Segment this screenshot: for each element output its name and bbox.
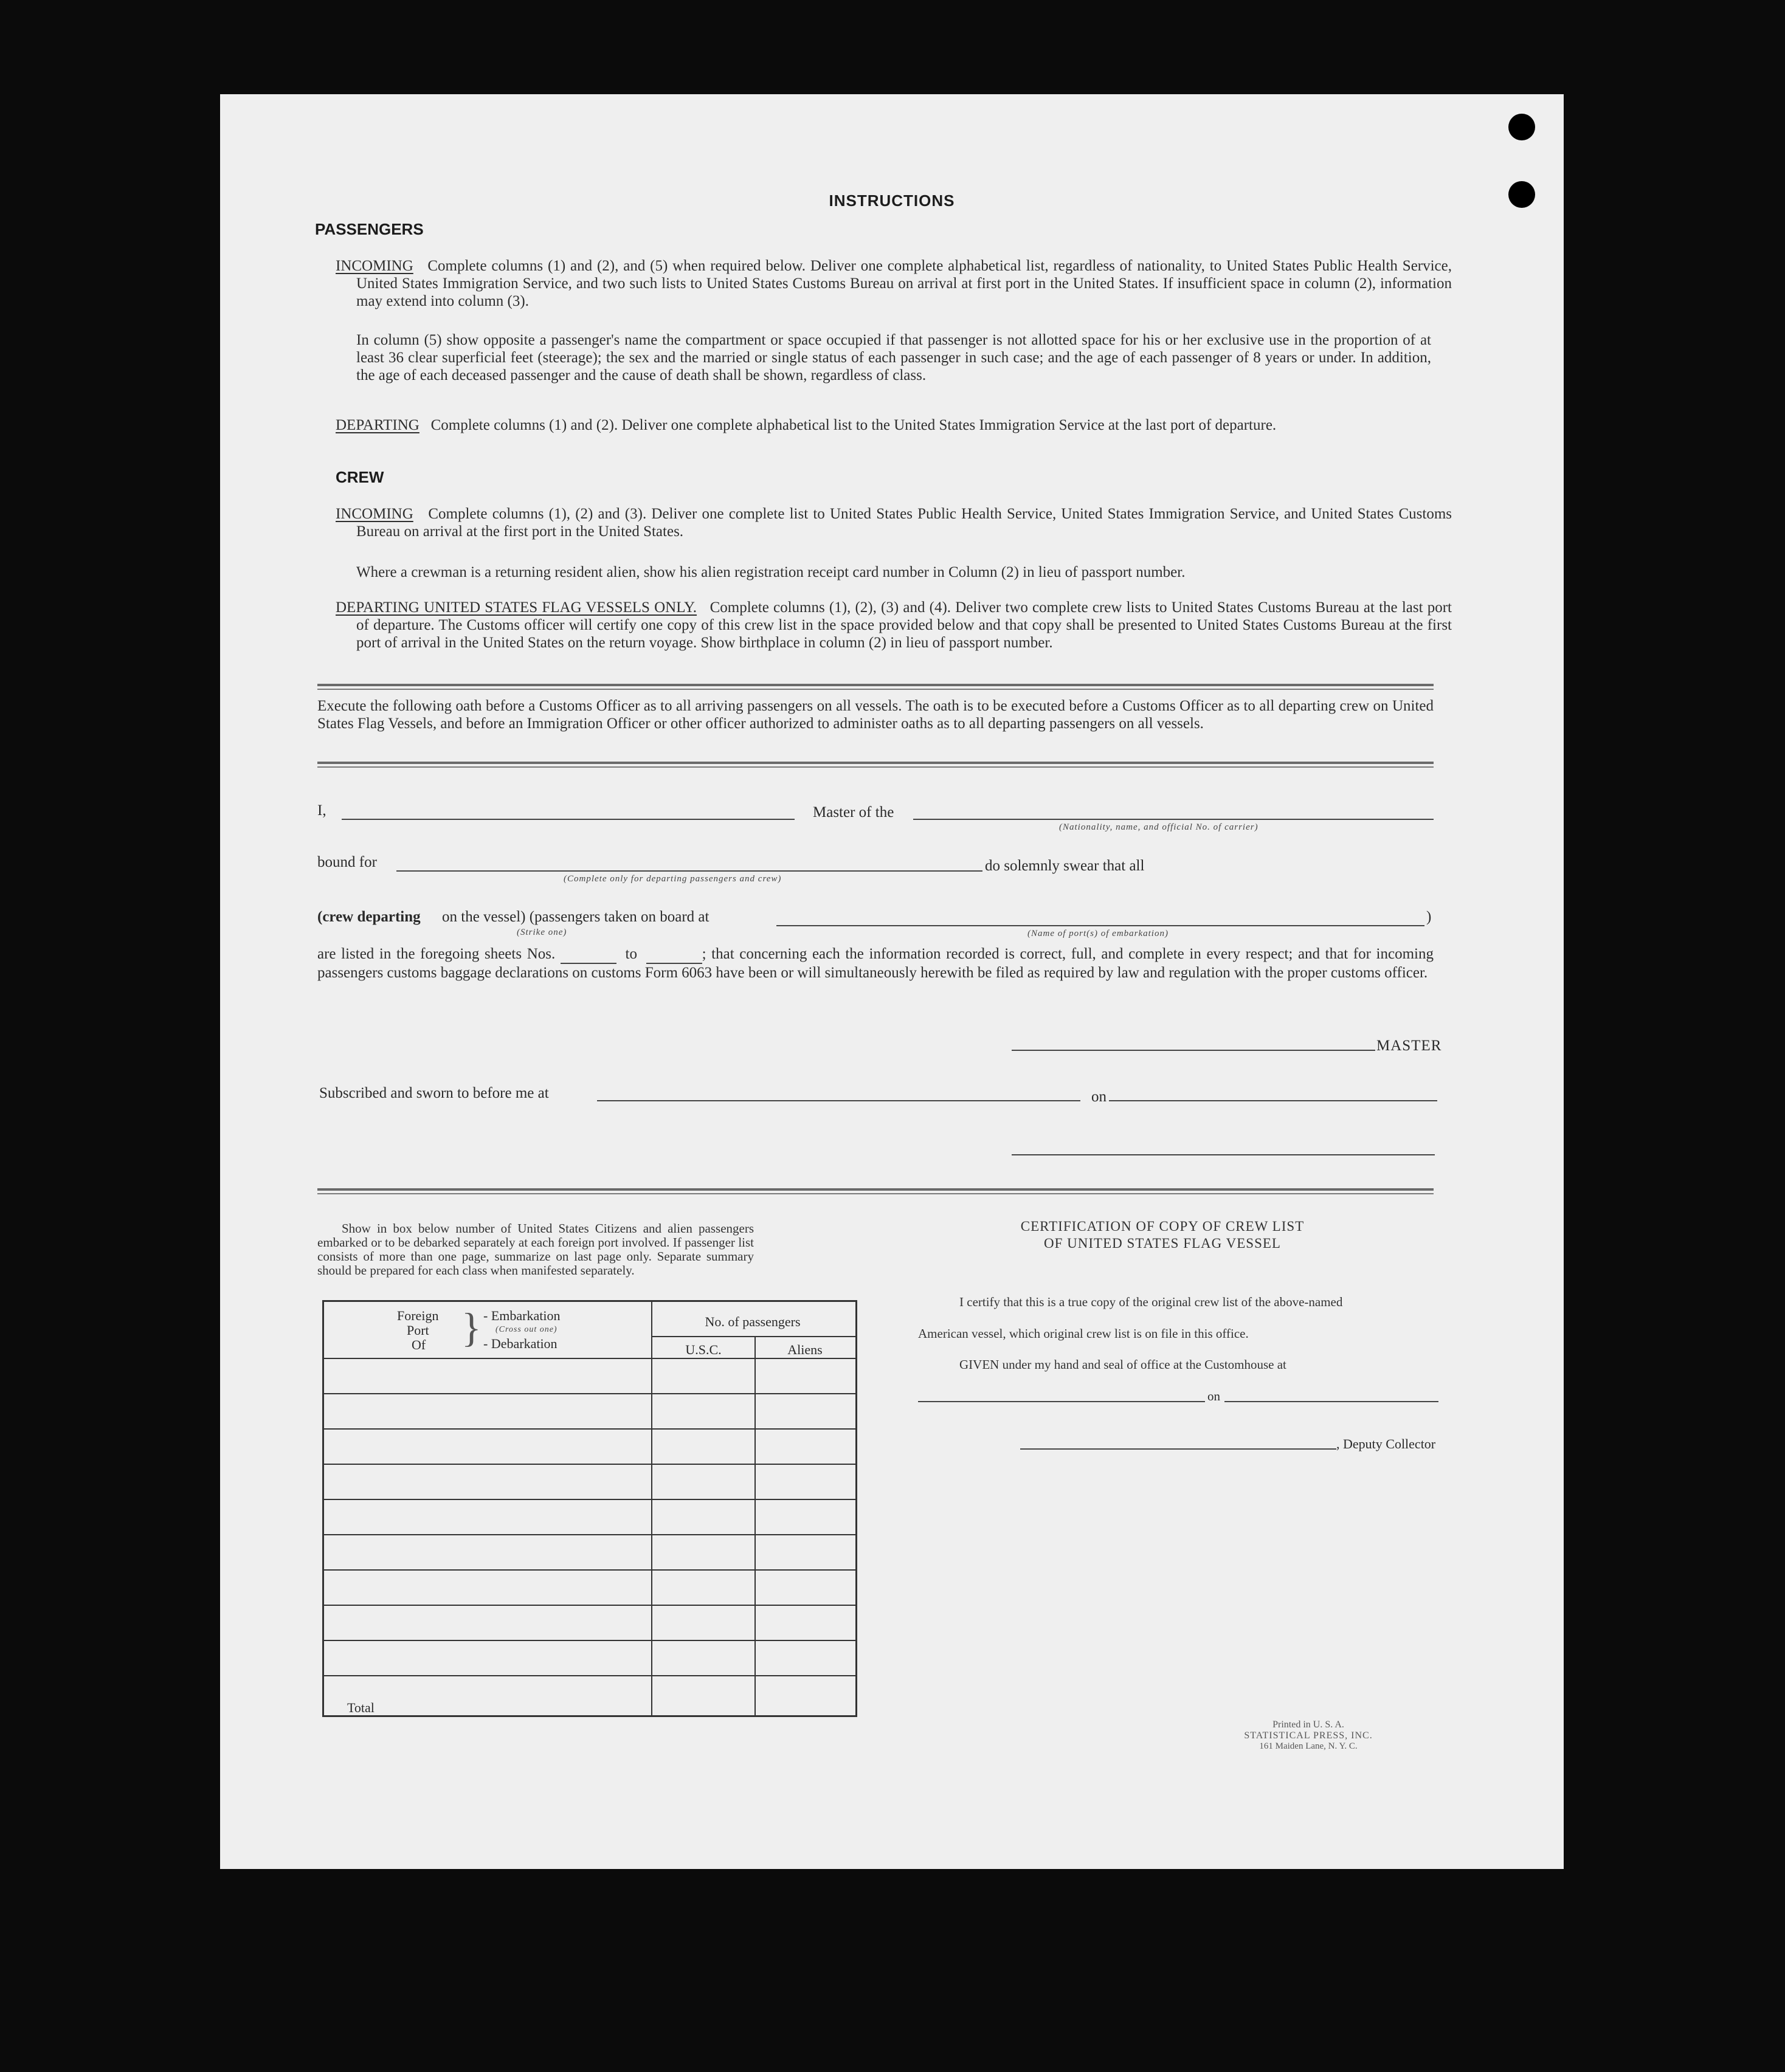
close-paren: ) [1426,909,1432,925]
passengers-incoming-text: Complete columns (1) and (2), and (5) when required below. Deliver one complete alphabetical list, regardless of nationality, to United States Public Health Service, United States Immigration Service, and two such lists to United States Customs Bureau on arrival at first port in the United States. If insufficient space in column (2), information may extend into column (3). [356,258,1452,309]
punch-hole-bottom [1508,181,1535,208]
strike-one-hint: (Strike one) [517,928,567,937]
crew-heading: CREW [336,468,384,486]
carrier-field[interactable] [913,819,1434,820]
subscribed-place-field[interactable] [597,1100,1080,1101]
oath-intro: Execute the following oath before a Customs Officer as to all arriving passengers on all vessels. The oath is to be executed before a Customs Officer as to all departing crew on United States Flag Vessels, and before an Immigration Officer or other officer authorized to administer oaths as to all departing passengers on all vessels. [317,698,1434,732]
row-line [324,1534,855,1535]
divider-oath-thin [317,766,1434,768]
printer-line-3: 161 Maiden Lane, N. Y. C. [1259,1741,1358,1751]
row-line [324,1499,855,1500]
bound-for-field[interactable] [396,870,982,872]
certify-line-1: I certify that this is a true copy of the original crew list of the above-named [959,1295,1343,1309]
divider-bottom [317,1188,1434,1191]
debarkation-label: - Debarkation [483,1336,558,1351]
on-the-vessel-text: on the vessel) (passengers taken on board at [442,909,710,925]
deputy-collector-label: , Deputy Collector [1336,1436,1436,1451]
form-page [220,94,1564,1869]
master-name-field[interactable] [342,819,795,820]
col-divider-1 [651,1302,652,1715]
foreign-label: Foreign [397,1308,439,1323]
box-instructions: Show in box below number of United States Citizens and alien passengers embarked or to be debarked separately at each foreign port involved. If passenger list consists of more than one page, summarize on last page only. Separate summary should be prepared for each class when manifested separately. [317,1221,754,1278]
passengers-column5-paragraph: In column (5) show opposite a passenger's name the compartment or space occupied if that passenger is not allotted space for his or her exclusive use in the proportion of at least 36 clear superficial feet (steerage); the sex and the married or single status of each passenger in such case; and the age of each passenger of 8 years or under. In addition, the age of each deceased passenger and the cause of death shall be shown, regardless of class. [356,332,1431,384]
certify-line-2: American vessel, which original crew list is on file in this office. [918,1326,1249,1341]
crew-incoming-text: Complete columns (1), (2) and (3). Deliver one complete list to United States Public Health Service, United States Immigration Service, and United States Customs Bureau on arrival at the first port in the United States. [356,506,1452,540]
divider-oath [317,762,1434,764]
passengers-heading: PASSENGERS [315,220,424,238]
instructions-title: INSTRUCTIONS [829,191,955,210]
row-line [324,1393,855,1394]
oath-listed-paragraph [317,945,1434,982]
nationality-hint: (Nationality, name, and official No. of carrier) [1059,822,1258,832]
crew-returning-paragraph: Where a crewman is a returning resident alien, show his alien registration receipt card number in Column (2) in lieu of passport number. [356,564,1186,580]
row-line [324,1675,855,1676]
subscribed-label: Subscribed and sworn to before me at [319,1085,549,1101]
aliens-header: Aliens [787,1342,823,1357]
master-of-the-label: Master of the [813,804,894,821]
subscribed-on-label: on [1091,1089,1107,1105]
given-line: GIVEN under my hand and seal of office at the Customhouse at [959,1357,1286,1372]
crew-incoming-paragraph [336,505,1452,540]
port-label: Port [407,1323,429,1338]
crew-departing-text: Complete columns (1), (2), (3) and (4). Deliver two complete crew lists to United States Customs Bureau at the last port of departure. The Customs officer will certify one copy of this crew list in the space provided below and that copy shall be presented to United States Customs Bureau at the first port of arrival in the United States on the return voyage. Show birthplace in column (2) in lieu of passport number. [356,599,1452,651]
punch-hole-top [1508,114,1535,140]
ports-hint: (Name of port(s) of embarkation) [1027,929,1169,938]
bound-for-label: bound for [317,854,377,870]
crew-departing-paragraph [336,599,1452,652]
listed-prefix: are listed in the foregoing sheets Nos. [317,946,556,962]
row-line [324,1464,855,1465]
master-label: MASTER [1376,1038,1442,1054]
printer-line-1: Printed in U. S. A. [1272,1719,1344,1730]
header-line [324,1358,855,1359]
passengers-departing-paragraph [336,416,1452,434]
divider-top-thin [317,689,1434,690]
row-line [324,1428,855,1430]
complete-only-hint: (Complete only for departing passengers and crew) [564,874,782,884]
subscribed-date-field[interactable] [1109,1100,1437,1101]
to-label: to [625,946,637,962]
customhouse-field[interactable] [918,1401,1205,1402]
brace: } [461,1304,482,1351]
sheet-to-field[interactable] [646,945,702,964]
ports-embarkation-field[interactable] [776,925,1424,926]
usc-header: U.S.C. [685,1342,722,1357]
crew-departing-label: DEPARTING UNITED STATES FLAG VESSELS ONLY. [336,599,697,616]
certification-title-1: CERTIFICATION OF COPY OF CREW LIST [1020,1219,1305,1234]
crew-departing-option: (crew departing [317,909,421,925]
no-of-passengers-label: No. of passengers [705,1314,801,1329]
divider-bottom-thin [317,1193,1434,1194]
row-line [324,1605,855,1606]
master-signature-field[interactable] [1012,1050,1375,1051]
swear-label: do solemnly swear that all [985,858,1145,874]
passengers-incoming-paragraph [336,257,1452,310]
passengers-departing-label: DEPARTING [336,417,419,433]
passengers-departing-text: Complete columns (1) and (2). Deliver one complete alphabetical list to the United States Immigration Service at the last port of departure. [430,417,1277,433]
listed-rest: ; that concerning each the information recorded is correct, full, and complete in every respect; and that for incoming passengers customs baggage declarations on customs Form 6063 have been or will simultaneously herewith be filed as required by law and regulation with the proper customs officer. [317,946,1434,981]
divider-top [317,684,1434,686]
crew-incoming-label: INCOMING [336,506,413,522]
passenger-summary-table [322,1300,857,1717]
deputy-signature-field[interactable] [1020,1448,1336,1450]
cert-date-field[interactable] [1224,1401,1438,1402]
certification-title-2: OF UNITED STATES FLAG VESSEL [1044,1236,1281,1251]
cert-on-label: on [1207,1389,1220,1403]
of-label: Of [412,1337,426,1352]
oath-i-label: I, [317,802,326,819]
subheader-line [651,1336,855,1337]
row-line [324,1569,855,1571]
total-label: Total [347,1700,375,1715]
printer-line-2: STATISTICAL PRESS, INC. [1244,1730,1373,1741]
row-line [324,1640,855,1641]
cross-out-hint: (Cross out one) [495,1325,558,1334]
sheet-from-field[interactable] [561,945,616,964]
embarkation-label: - Embarkation [483,1308,561,1323]
officer-signature-field[interactable] [1012,1154,1435,1155]
passengers-incoming-label: INCOMING [336,258,413,274]
